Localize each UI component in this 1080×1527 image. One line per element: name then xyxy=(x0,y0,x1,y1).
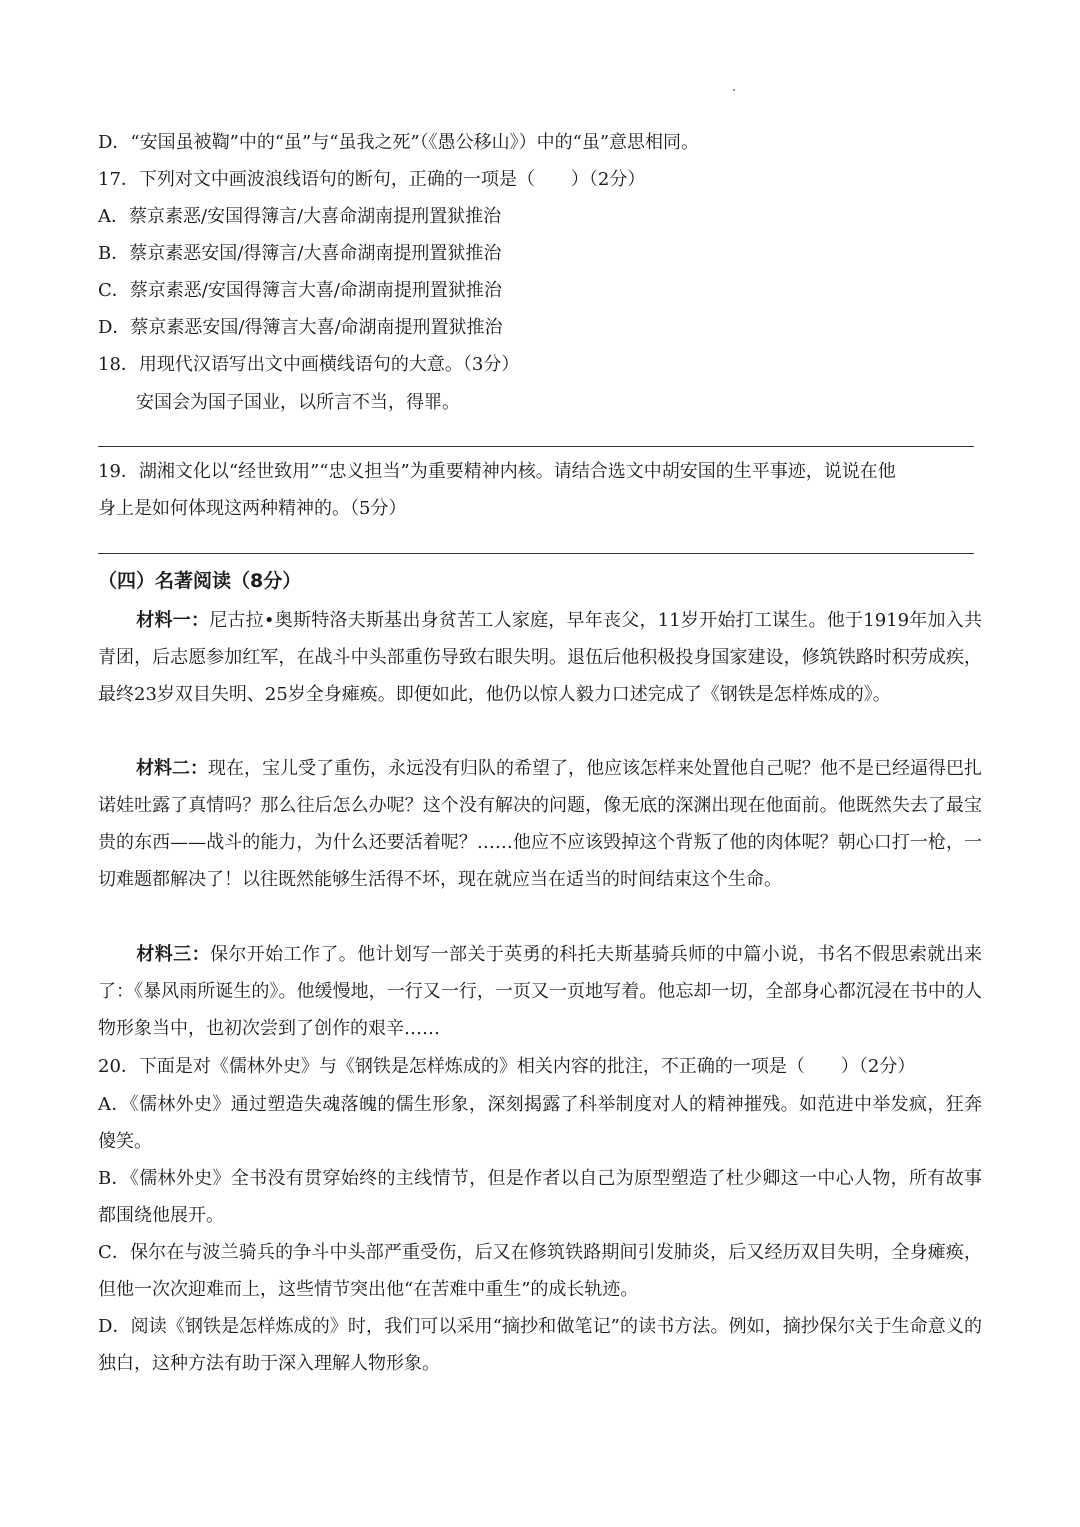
section-heading: （四）名著阅读（8分） xyxy=(98,570,302,592)
material-1-label: 材料一： xyxy=(136,610,210,631)
q19-line2: 身上是如何体现这两种精神的。（5分） xyxy=(98,498,407,519)
material-1-text: 尼古拉•奥斯特洛夫斯基出身贫苦工人家庭，早年丧父，11岁开始打工谋生。他于1919年加入共青团，后志愿参加红军，在战斗中头部重伤导致右眼失明。退伍后他积极投身国家建设，修筑铁路时积劳成疾，最终23岁双目失明、25岁全身瘫痪。即便如此，他仍以惊人毅力口述完成了《钢铁是怎样炼成的》。 xyxy=(98,610,982,705)
q17-option-c: C．蔡京素恶/安国得簿言大喜/命湖南提刑置狱推治 xyxy=(98,280,502,301)
q18-sentence: 安国会为国子国业，以所言不当，得罪。 xyxy=(136,392,460,413)
q17-option-b: B．蔡京素恶安国/得簿言/大喜命湖南提刑置狱推治 xyxy=(98,243,502,264)
q17-option-d: D．蔡京素恶安国/得簿言大喜/命湖南提刑置狱推治 xyxy=(98,317,503,338)
material-2-label: 材料二： xyxy=(136,758,208,779)
q16-option-d: D．“安国虽被鞫”中的“虽”与“虽我之死”（《愚公移山》）中的“虽”意思相同。 xyxy=(98,132,700,153)
material-3-text: 保尔开始工作了。他计划写一部关于英勇的科托夫斯基骑兵师的中篇小说，书名不假思索就出来了：《暴风雨所诞生的》。他缓慢地，一行又一行，一页又一页地写着。他忘却一切，全部身心都沉浸在书中的人物形象当中，也初次尝到了创作的艰辛…… xyxy=(98,944,983,1039)
answer-line-q19 xyxy=(98,553,974,554)
q19-line1: 19．湖湘文化以“经世致用”“忠义担当”为重要精神内核。请结合选文中胡安国的生平事迹，说说在他 xyxy=(98,461,896,482)
q20-option-a: A．《儒林外史》通过塑造失魂落魄的儒生形象，深刻揭露了科举制度对人的精神摧残。如范进中举发疯，狂奔傻笑。 xyxy=(98,1094,982,1152)
q20-stem: 20．下面是对《儒林外史》与《钢铁是怎样炼成的》相关内容的批注，不正确的一项是（ ）（2分） xyxy=(98,1056,916,1077)
material-1 xyxy=(98,602,982,713)
q17-stem: 17．下列对文中画波浪线语句的断句，正确的一项是（ ）（2分） xyxy=(98,169,646,190)
material-2-text: 现在，宝儿受了重伤，永远没有归队的希望了，他应该怎样来处置他自己呢？他不是已经逼得巴扎诺娃吐露了真情吗？那么往后怎么办呢？这个没有解决的问题，像无底的深渊出现在他面前。他既然失去了最宝贵的东西——战斗的能力，为什么还要活着呢？……他应不应该毁掉这个背叛了他的肉体呢？朝心口打一枪，一切难题都解决了！以往既然能够生活得不坏，现在就应当在适当的时间结束这个生命。 xyxy=(98,758,982,890)
material-2 xyxy=(98,750,982,898)
material-3 xyxy=(98,936,982,1047)
material-3-label: 材料三： xyxy=(136,944,210,965)
speck-mark xyxy=(733,89,735,91)
q18-stem: 18．用现代汉语写出文中画横线语句的大意。（3分） xyxy=(98,354,520,375)
q20-option-d: D．阅读《钢铁是怎样炼成的》时，我们可以采用“摘抄和做笔记”的读书方法。例如，摘抄保尔关于生命意义的独白，这种方法有助于深入理解人物形象。 xyxy=(98,1316,982,1374)
q20-option-b: B．《儒林外史》全书没有贯穿始终的主线情节，但是作者以自己为原型塑造了杜少卿这一中心人物，所有故事都围绕他展开。 xyxy=(98,1168,982,1226)
q17-option-a: A．蔡京素恶/安国得簿言/大喜命湖南提刑置狱推治 xyxy=(98,206,502,227)
answer-line-q18 xyxy=(98,446,974,447)
q20-option-c: C．保尔在与波兰骑兵的争斗中头部严重受伤，后又在修筑铁路期间引发肺炎，后又经历双目失明，全身瘫痪，但他一次次迎难而上，这些情节突出他“在苦难中重生”的成长轨迹。 xyxy=(98,1242,982,1300)
